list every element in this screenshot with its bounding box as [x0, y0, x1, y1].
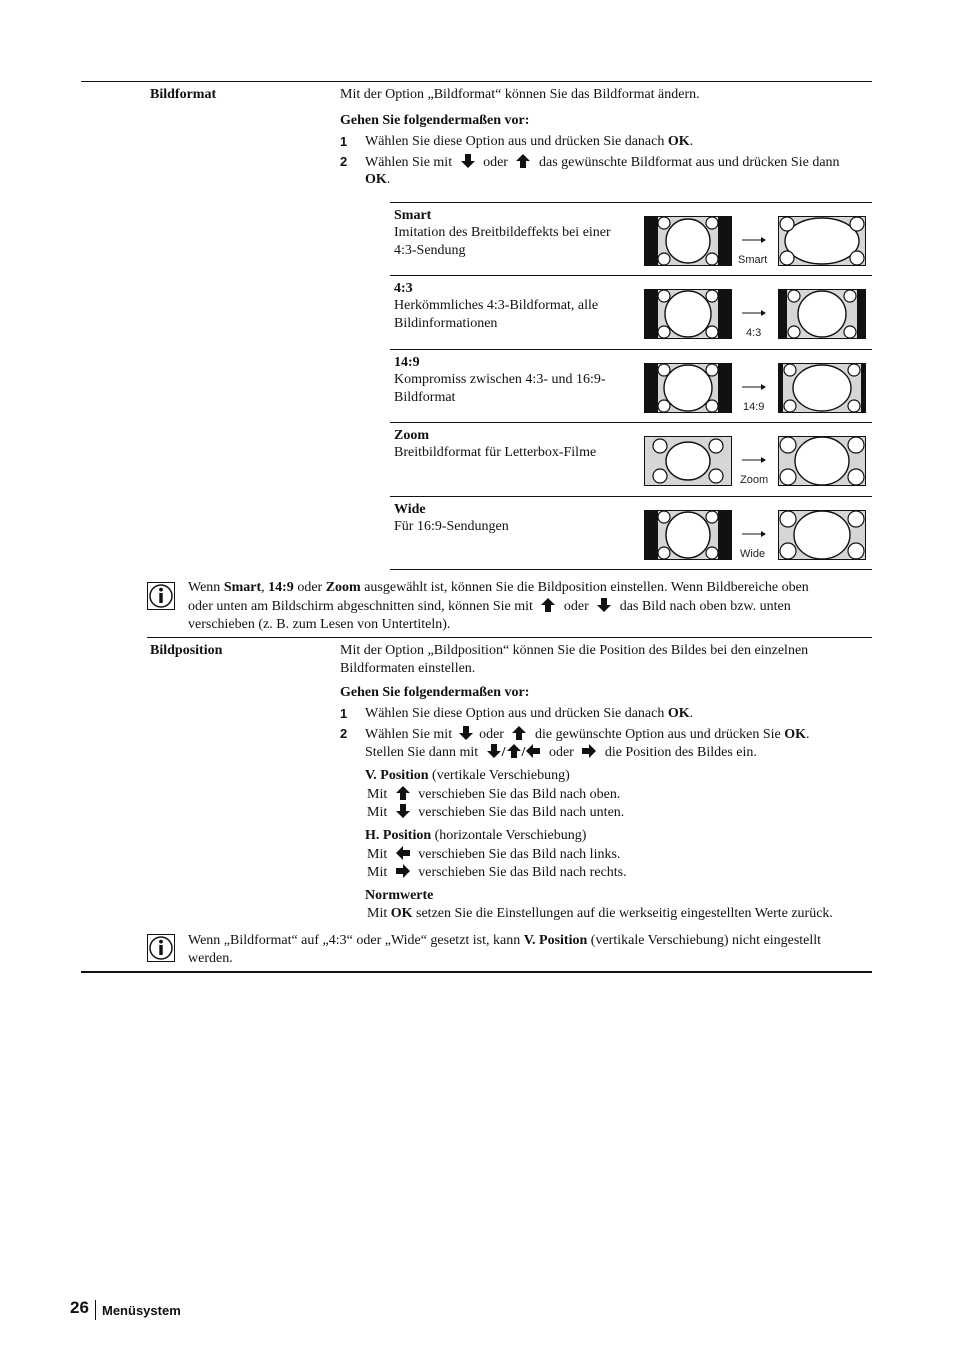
format-tag: Zoom [740, 474, 769, 486]
format-description: Herkömmliches 4:3-Bildformat, alle Bildinformationen [394, 298, 599, 331]
note-2 [188, 932, 878, 968]
transition-arrowhead-icon [761, 384, 766, 390]
step1-end: . [689, 134, 694, 149]
bildformat-step2-number: 2 [340, 154, 348, 169]
format-name: Zoom [394, 428, 429, 443]
bildposition-intro-2: Bildformaten einstellen. [340, 661, 476, 676]
bildformat-step2-cont [365, 171, 390, 189]
footer-divider [95, 1300, 96, 1320]
format-row [390, 275, 872, 349]
page-number: 26 [70, 1298, 89, 1317]
vpos-down-line: Mit verschieben Sie das Bild nach unten. [367, 805, 625, 820]
arrow-down-icon [458, 725, 474, 741]
bildposition-step2-number: 2 [340, 726, 348, 741]
ok-key: OK [784, 727, 806, 742]
note-1-line-2: oder unten am Bildschirm abgeschnitten sind, können Sie mit oder das Bild nach oben bzw. unten [188, 599, 791, 614]
section-rule [147, 637, 872, 638]
format-name: 4:3 [394, 281, 413, 296]
arrow-up-icon [511, 725, 527, 741]
arrow-left-icon [525, 743, 541, 759]
format-name: Wide [394, 502, 426, 517]
format-table-bottom-rule [390, 569, 872, 570]
bildposition-intro-1: Mit der Option „Bildposition“ können Sie die Position des Bildes bei den einzelnen [340, 643, 809, 658]
bottom-rule [81, 971, 872, 973]
bildposition-howto: Gehen Sie folgendermaßen vor: [340, 685, 530, 700]
hpos-heading: H. Position (horizontale Verschiebung) [365, 828, 587, 843]
arrow-right-icon [395, 863, 411, 879]
format-row [390, 422, 872, 496]
arrow-down-icon [395, 803, 411, 819]
format-row [390, 496, 872, 570]
format-name: Smart [394, 208, 432, 223]
step1-text: Wählen Sie diese Option aus und drücken Sie danach [365, 134, 665, 149]
arrow-down-icon [596, 597, 612, 613]
transition-arrowhead-icon [761, 457, 766, 463]
ok-key: OK [667, 706, 690, 721]
format-description: Breitbildformat für Letterbox-Filme [394, 445, 597, 460]
bildposition-step2-cont: Stellen Sie dann mit / / oder die Position des Bildes ein. [365, 745, 757, 760]
arrow-up-icon [540, 597, 556, 613]
transition-arrowhead-icon [761, 310, 766, 316]
arrow-down-icon [486, 743, 502, 759]
bildformat-step2 [365, 153, 873, 172]
format-tag: 4:3 [746, 327, 762, 339]
format-description: Kompromiss zwischen 4:3- und 16:9-Bildformat [394, 372, 606, 405]
normwerte-heading: Normwerte [365, 888, 434, 903]
note-2-line-1: Wenn „Bildformat“ auf „4:3“ oder „Wide“ gesetzt ist, kann V. Position (vertikale Verschiebung) nicht eingestellt [188, 933, 822, 948]
arrow-up-icon [506, 743, 522, 759]
ok-key: OK [667, 134, 690, 149]
bildformat-intro: Mit der Option „Bildformat“ können Sie das Bildformat ändern. [340, 87, 700, 102]
hpos-right-line: Mit verschieben Sie das Bild nach rechts. [367, 865, 627, 880]
arrow-right-icon [581, 743, 597, 759]
step1-end: . [689, 706, 694, 721]
bildposition-label: Bildposition [150, 643, 223, 658]
arrow-left-icon [395, 845, 411, 861]
step2-pre: Wählen Sie mit [365, 155, 453, 170]
hpos-left-line: Mit verschieben Sie das Bild nach links. [367, 847, 621, 862]
footer-section: Menüsystem [102, 1303, 181, 1318]
normwerte-line: Mit OK setzen Sie die Einstellungen auf die werkseitig eingestellten Werte zurück. [367, 906, 833, 921]
info-icon [147, 582, 175, 610]
format-tag: 14:9 [743, 401, 765, 413]
step1-text: Wählen Sie diese Option aus und drücken Sie danach [365, 706, 665, 721]
transition-arrowhead-icon [761, 531, 766, 537]
format-description: Imitation des Breitbildeffekts bei einer 4:3-Sendung [394, 225, 611, 258]
ok-key: OK [390, 906, 413, 921]
bildformat-step1 [365, 133, 693, 151]
bildformat-label: Bildformat [150, 87, 217, 102]
vpos-heading: V. Position (vertikale Verschiebung) [365, 768, 570, 783]
transition-arrowhead-icon [761, 237, 766, 243]
bildformat-step1-number: 1 [340, 134, 348, 149]
format-description: Für 16:9-Sendungen [394, 519, 509, 534]
step2-mid: oder [483, 155, 508, 170]
step2-post: das gewünschte Bildformat aus und drücken Sie dann [538, 155, 840, 170]
ok-key: OK [365, 172, 387, 187]
info-icon [147, 934, 175, 962]
bildposition-step1 [365, 705, 693, 723]
vpos-up-line: Mit verschieben Sie das Bild nach oben. [367, 787, 621, 802]
bildformat-howto: Gehen Sie folgendermaßen vor: [340, 113, 530, 128]
arrow-up-icon [395, 785, 411, 801]
bildposition-step1-number: 1 [340, 706, 348, 721]
top-rule [81, 81, 872, 82]
step2-end: . [386, 172, 391, 187]
note-1 [188, 579, 878, 634]
note-2-line-2: werden. [188, 951, 233, 966]
format-tag: Wide [740, 548, 766, 560]
arrow-down-icon [460, 153, 476, 169]
format-name: 14:9 [394, 355, 420, 370]
format-row [390, 202, 872, 276]
note-1-line-1: Wenn Smart, 14:9 oder Zoom ausgewählt ist, können Sie die Bildposition einstellen. Wenn Bildbereiche oben [188, 580, 809, 595]
format-tag: Smart [738, 254, 768, 266]
bildposition-step2: Wählen Sie mit oder die gewünschte Option aus und drücken Sie OK. [365, 727, 810, 742]
note-1-line-3: verschieben (z. B. zum Lesen von Untertiteln). [188, 617, 451, 632]
format-row [390, 349, 872, 423]
arrow-up-icon [515, 153, 531, 169]
